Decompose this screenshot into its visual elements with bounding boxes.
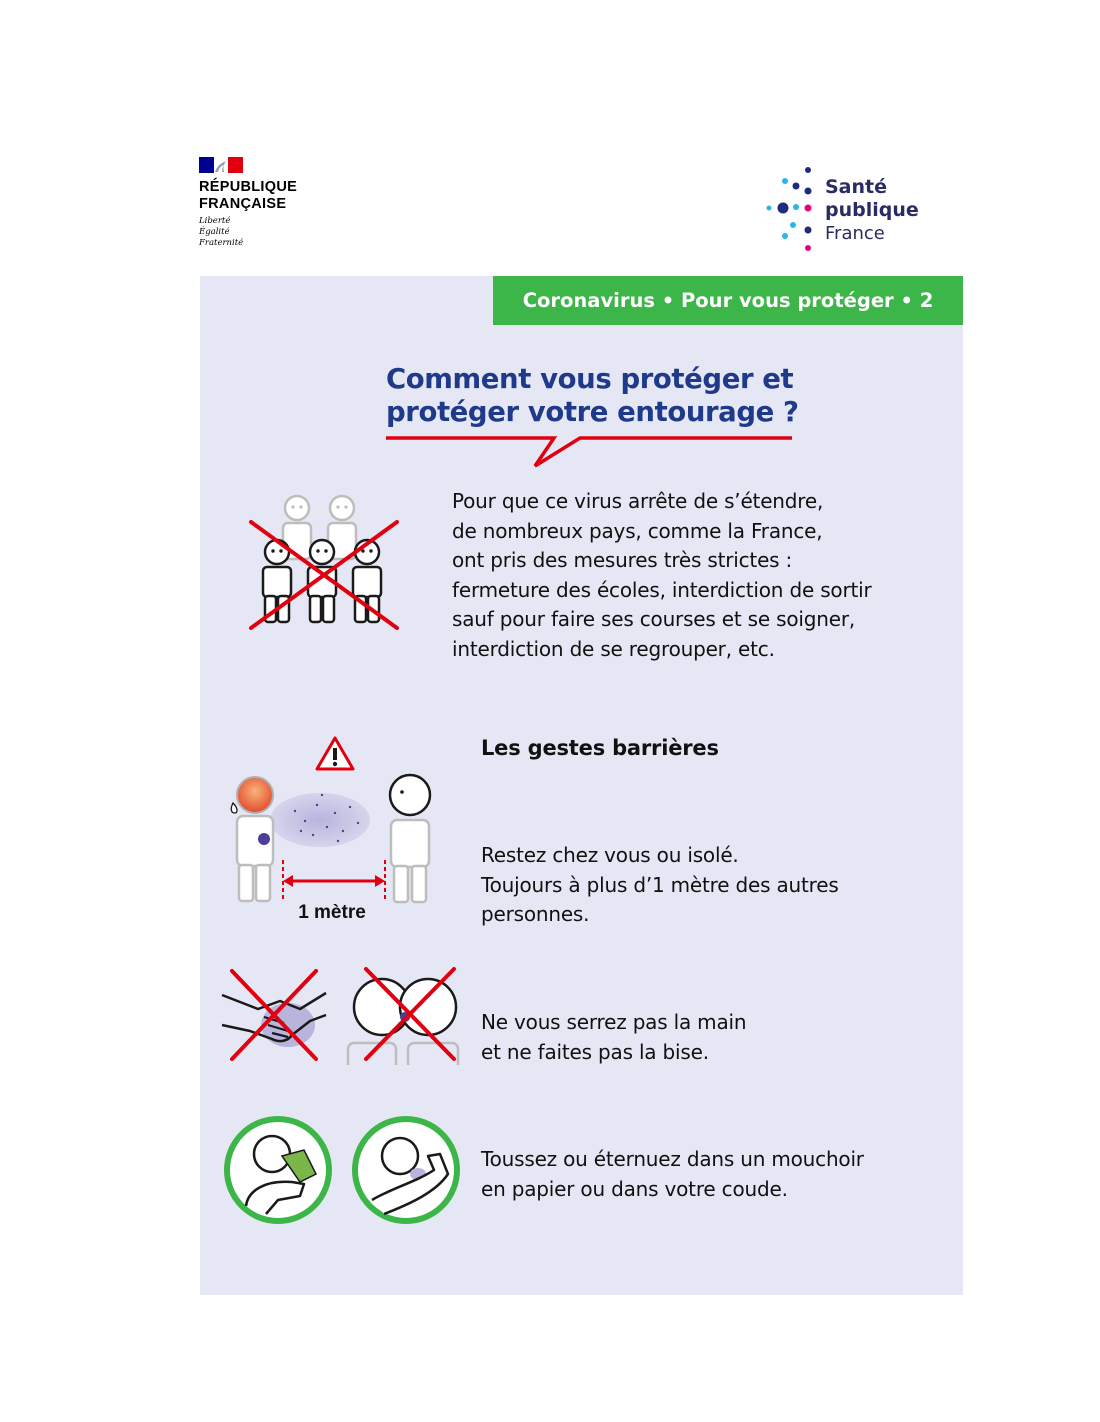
motto-fraternite: Fraternité <box>199 238 244 248</box>
spf-line-3: France <box>825 223 885 244</box>
rule-line: Toussez ou éternuez dans un mouchoir <box>481 1147 864 1171</box>
rule-line: et ne faites pas la bise. <box>481 1039 709 1064</box>
rule-line: Ne vous serrez pas la main <box>481 1010 747 1034</box>
elbow-icon <box>355 1119 457 1221</box>
rule-line: personnes. <box>481 902 590 926</box>
cough-tissue-elbow-icon <box>222 1114 462 1226</box>
intro-line: ont pris des mesures très strictes : <box>452 548 793 572</box>
distance-icon <box>225 735 445 925</box>
no-handshake-no-kiss-icon <box>218 965 468 1070</box>
republique-line-2: FRANÇAISE <box>199 196 287 212</box>
spf-dots-icon <box>766 166 824 252</box>
rule-cough-text <box>481 1145 864 1204</box>
republique-line-1: RÉPUBLIQUE <box>199 179 298 195</box>
motto-liberte: Liberté <box>199 216 231 226</box>
no-kiss-icon <box>346 969 466 1070</box>
marianne-flag-icon <box>199 157 243 173</box>
intro-line: Pour que ce virus arrête de s’étendre, <box>452 489 824 513</box>
tissue-icon <box>227 1119 329 1221</box>
intro-line: sauf pour faire ses courses et se soigner, <box>452 607 856 631</box>
rule-line: en papier ou dans votre coude. <box>481 1176 788 1201</box>
title-line-2: protéger votre entourage ? <box>386 396 799 428</box>
rule-line: Restez chez vous ou isolé. <box>481 843 739 867</box>
speech-bubble-underline <box>384 432 796 472</box>
rule-distance-text <box>481 841 839 930</box>
distance-label: 1 mètre <box>298 902 366 923</box>
topic-banner: Coronavirus • Pour vous protéger • 2 <box>493 276 963 325</box>
gestes-section-title: Les gestes barrières <box>481 736 719 760</box>
motto-egalite: Égalité <box>199 227 230 237</box>
intro-line: interdiction de se regrouper, etc. <box>452 636 775 661</box>
intro-text <box>452 487 872 664</box>
warning-icon <box>317 738 353 769</box>
page-title <box>386 363 866 429</box>
intro-line: de nombreux pays, comme la France, <box>452 518 823 543</box>
no-handshake-icon <box>222 971 326 1059</box>
rule-handshake-text <box>481 1008 746 1067</box>
spf-line-1: Santé <box>825 176 888 198</box>
sante-publique-france-logo <box>766 166 926 252</box>
title-line-1: Comment vous protéger et <box>386 363 794 395</box>
no-gathering-icon <box>245 492 405 632</box>
rule-line: Toujours à plus d’1 mètre des autres <box>481 872 839 897</box>
intro-line: fermeture des écoles, interdiction de sortir <box>452 577 872 602</box>
spf-line-2: publique <box>825 199 919 221</box>
